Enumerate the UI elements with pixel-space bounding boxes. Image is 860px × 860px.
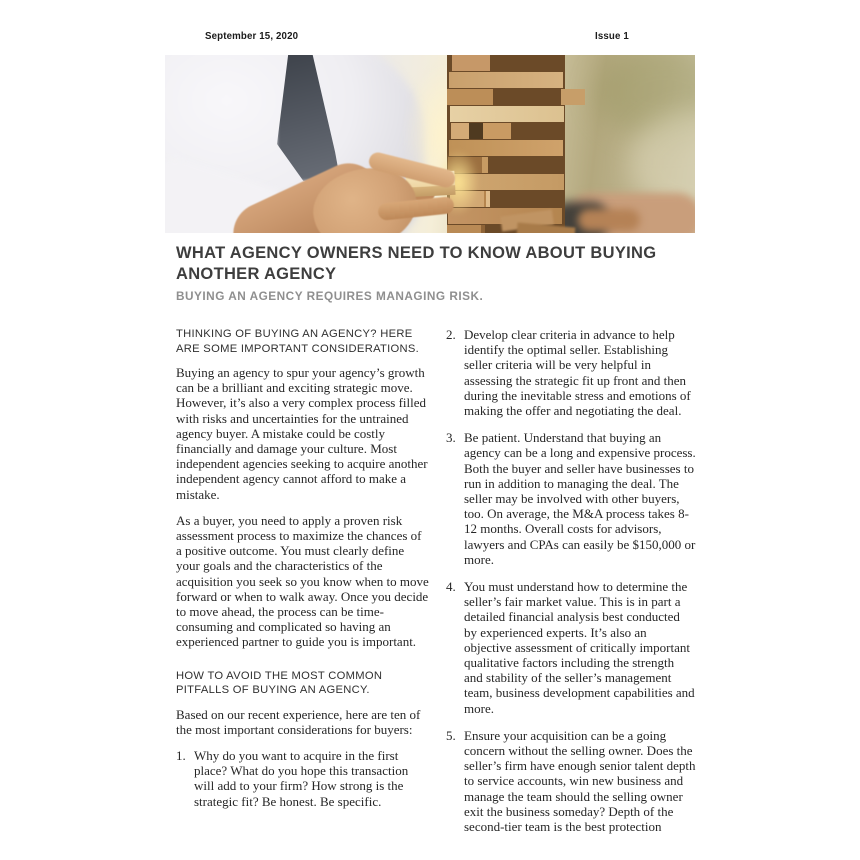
- item-text: Ensure your acquisition can be a going concern without the selling owner. Does the seller’s firm have enough senior talent depth to service accounts, win new business and manage the team should the selling owner exit the business someday? Depth of the second-tier team is the best protection: [464, 727, 696, 835]
- numbered-item-4: [446, 579, 696, 716]
- issue-date: September 15, 2020: [205, 31, 299, 42]
- item-text: You must understand how to determine the seller’s fair market value. This is in part a detailed financial analysis best conducted by experienced experts. It’s also an objective assessment of critically important qualitative factors including the strength and stability of the seller’s management team, business development capabilities and more.: [464, 579, 695, 716]
- intro-paragraph-2: As a buyer, you need to apply a proven risk assessment process to maximize the chances of a positive outcome. You must clearly define your goals and the characteristics of the acquisition you seek so you know when to move forward or when to walk away. Once you decide to move ahead, the process can be time-consuming and complicated so having an experienced partner to guide you is important.: [176, 512, 429, 650]
- section-heading-pitfalls: HOW TO AVOID THE MOST COMMON PITFALLS OF BUYING AN AGENCY.: [176, 669, 383, 697]
- item-number: 4.: [446, 579, 456, 595]
- right-column: [446, 327, 696, 846]
- numbered-item-5: [446, 728, 696, 834]
- page-subtitle: BUYING AN AGENCY REQUIRES MANAGING RISK.: [176, 289, 484, 303]
- wood-block: [452, 55, 490, 71]
- article-body: [176, 327, 696, 846]
- item-number: 2.: [446, 327, 456, 342]
- tower-row: [451, 123, 565, 139]
- numbered-item-3: [446, 430, 696, 567]
- item-number: 5.: [446, 727, 456, 743]
- hero-image: [165, 55, 695, 233]
- item-text: Why do you want to acquire in the first place? What do you hope this transaction will add to your firm? How strong is the strategic fit? Be honest. Be specific.: [194, 748, 409, 809]
- tower-row: [447, 89, 561, 105]
- wood-block: [451, 123, 469, 139]
- tower-row: [450, 106, 564, 122]
- protruding-block: [561, 89, 585, 105]
- numbered-item-1: [176, 748, 430, 809]
- item-number: 3.: [446, 430, 456, 446]
- list-lead-paragraph: Based on our recent experience, here are ten of the most important considerations for buyers:: [176, 706, 421, 737]
- second-hand-shape: [578, 209, 640, 231]
- issue-number: Issue 1: [595, 31, 629, 42]
- left-column: [176, 327, 430, 846]
- intro-paragraph-1: Buying an agency to spur your agency’s growth can be a brilliant and exciting strategic move. However, it’s also a very complex process filled with risks and uncertainties for the untrained agency buyer. A mistake could be costly financially and damage your culture. Most independent agencies seeking to acquire another independent agency cannot afford to make a mistake.: [176, 365, 428, 502]
- tower-row: [449, 72, 563, 88]
- wood-block: [447, 89, 493, 105]
- numbered-item-2: [446, 327, 696, 418]
- item-text: Be patient. Understand that buying an agency can be a long and expensive process. Both the buyer and seller have businesses to run in addition to managing the deal. The seller may be involved with other buyers, too. On average, the M&A process takes 8-12 months. Overall costs for advisors, lawyers and CPAs can easily be $150,000 or more.: [464, 430, 696, 567]
- tower-row: [452, 55, 566, 71]
- item-text: Develop clear criteria in advance to help identify the optimal seller. Establishing seller criteria will be very helpful in assessing the strategic fit up front and then during the inevitable stress and emotions of making the offer and negotiating the deal.: [464, 327, 691, 419]
- wood-block: [450, 106, 564, 122]
- page-title: WHAT AGENCY OWNERS NEED TO KNOW ABOUT BUYING ANOTHER AGENCY: [176, 244, 657, 283]
- wood-block: [449, 72, 563, 88]
- item-number: 1.: [176, 748, 186, 764]
- wood-block: [447, 225, 481, 233]
- section-heading-considerations: THINKING OF BUYING AN AGENCY? HERE ARE SOME IMPORTANT CONSIDERATIONS.: [176, 328, 420, 355]
